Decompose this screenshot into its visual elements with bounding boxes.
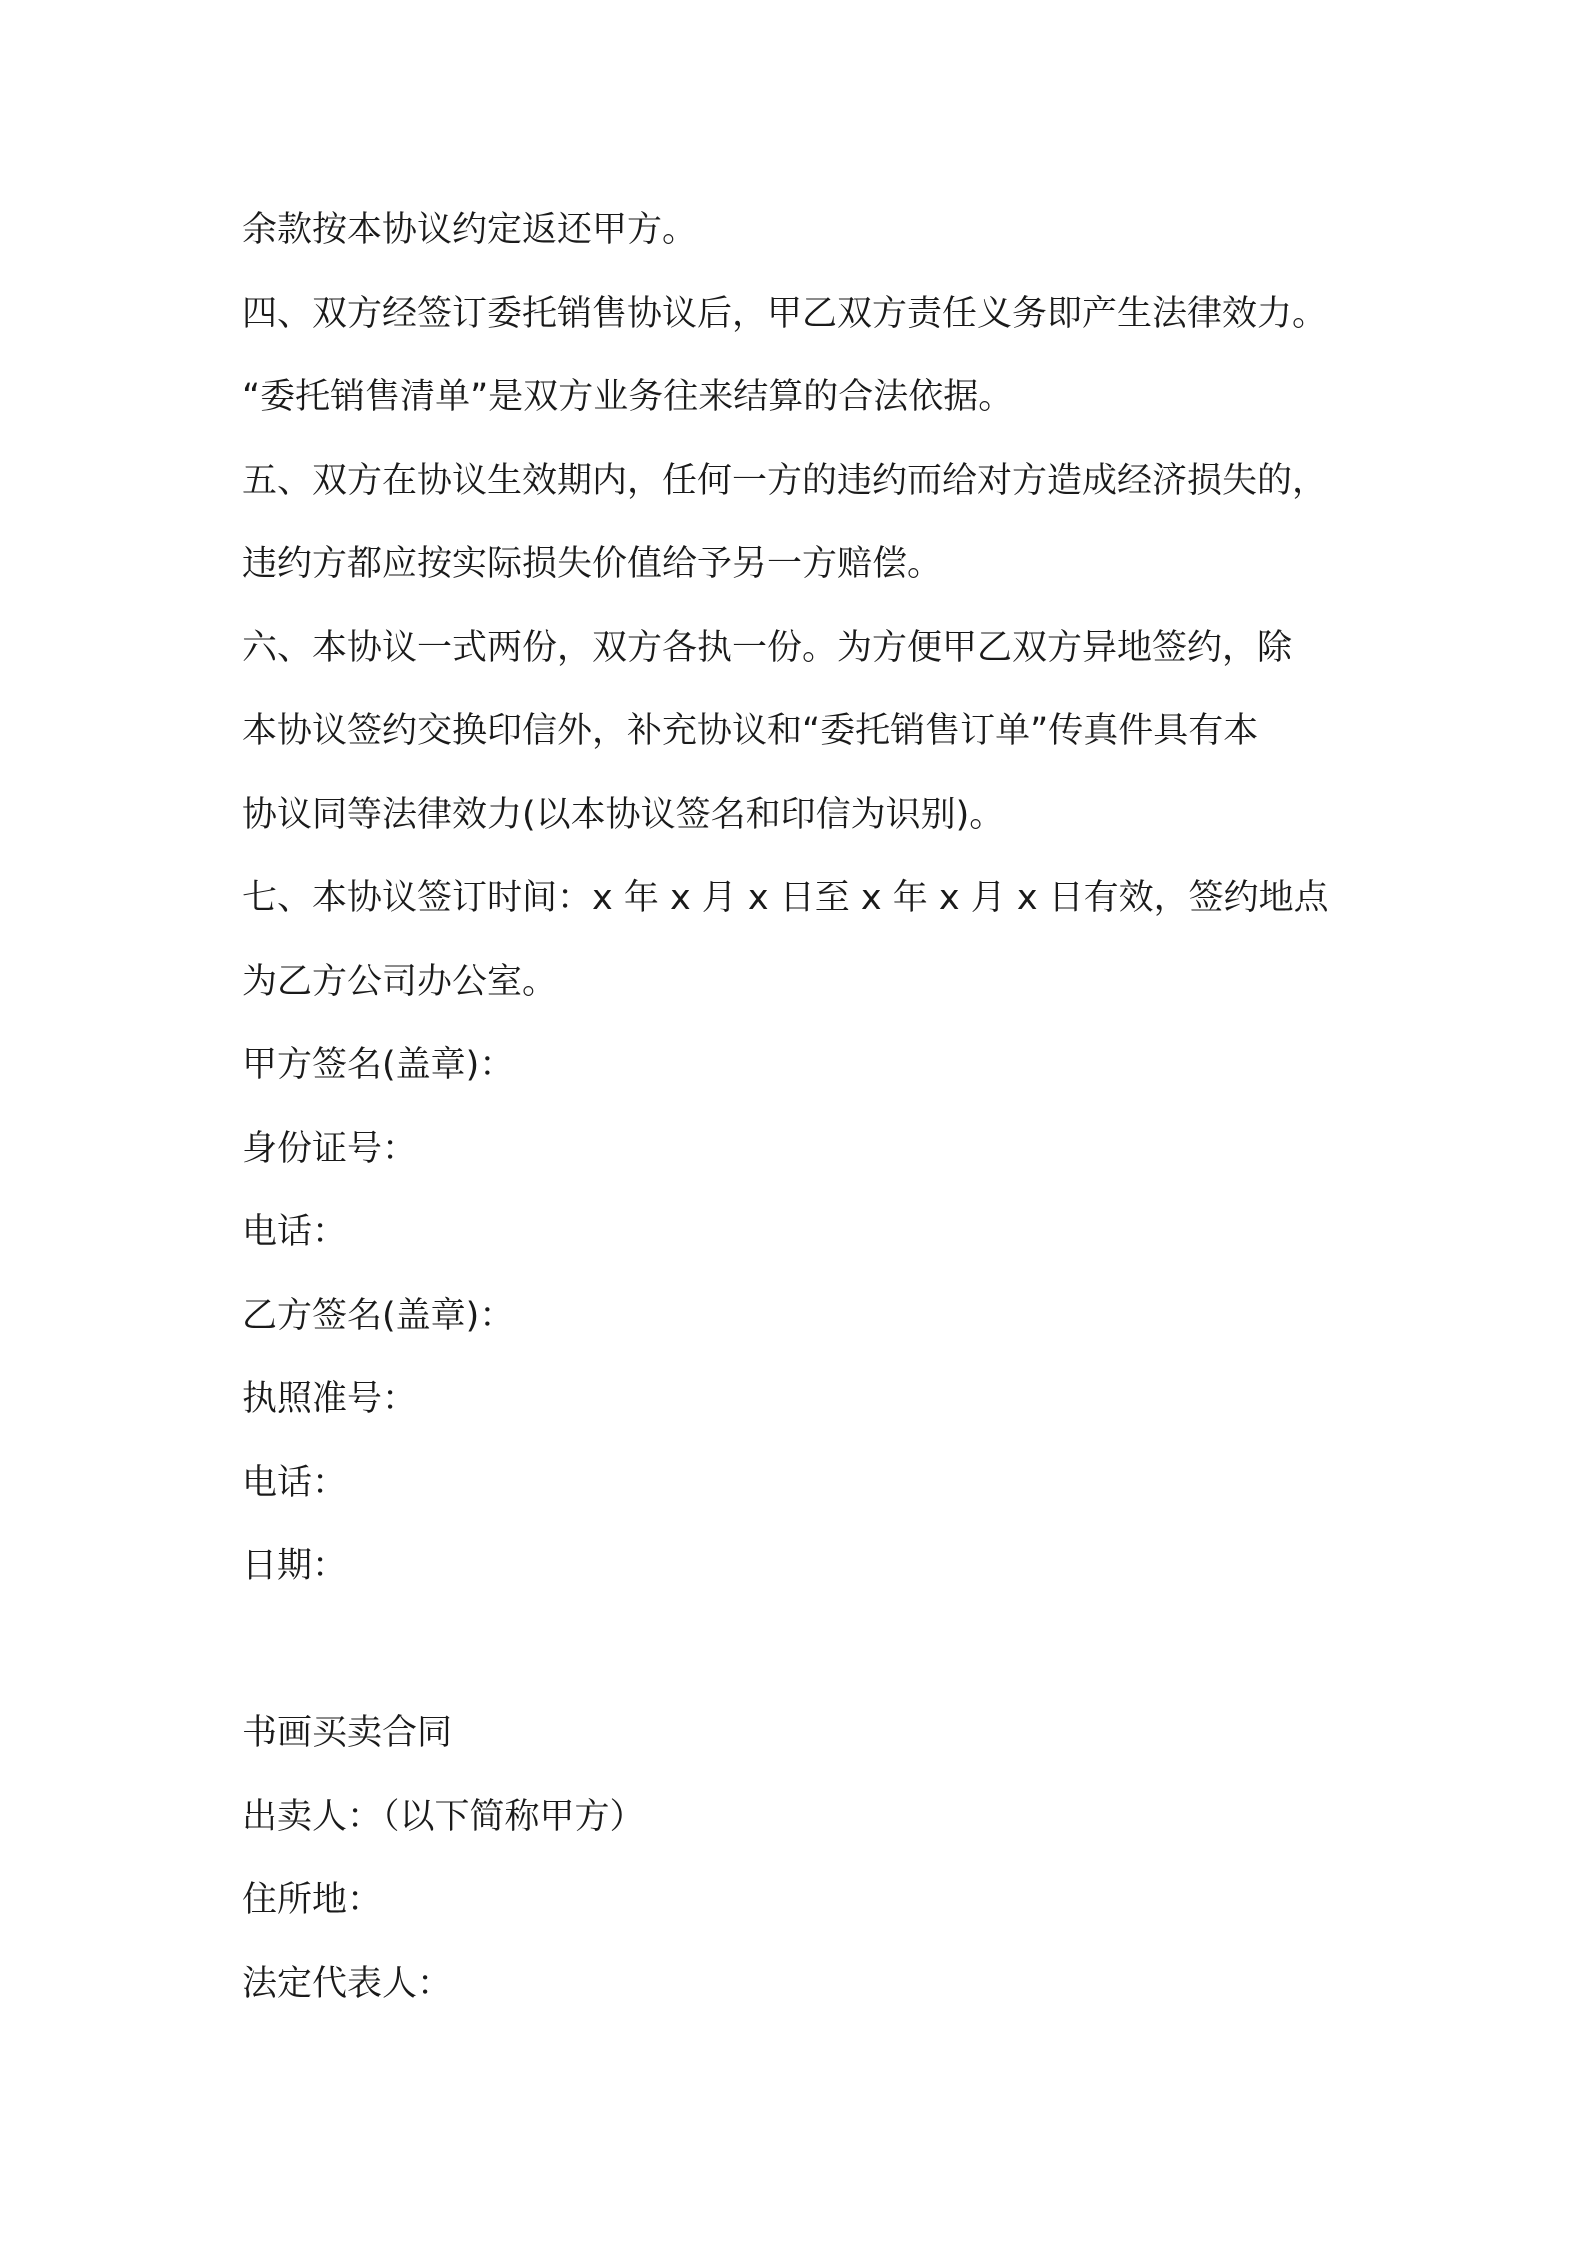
text-line-clause-six: 六、本协议一式两份，双方各执一份。为方便甲乙双方异地签约，除 — [242, 628, 1293, 668]
field-party-b-signature: 乙方签名(盖章)： — [242, 1296, 515, 1336]
text-line-legal-effect: 协议同等法律效力(以本协议签名和印信为识别)。 — [242, 795, 1005, 835]
text-line-clause-five: 五、双方在协议生效期内，任何一方的违约而给对方造成经济损失的， — [242, 461, 1328, 501]
field-party-b-phone: 电话： — [242, 1463, 348, 1503]
text-line-sales-list-basis: “委托销售清单”是双方业务往来结算的合法依据。 — [242, 377, 1014, 417]
text-line-clause-four: 四、双方经签订委托销售协议后，甲乙双方责任义务即产生法律效力。 — [242, 294, 1328, 334]
text-line-signing-location: 为乙方公司办公室。 — [242, 962, 558, 1002]
field-seller: 出卖人：（以下简称甲方） — [242, 1797, 645, 1837]
field-residence: 住所地： — [242, 1880, 383, 1920]
field-legal-representative: 法定代表人： — [242, 1964, 453, 2004]
text-line-remaining-payment: 余款按本协议约定返还甲方。 — [242, 210, 698, 250]
field-license-number: 执照准号： — [242, 1379, 418, 1419]
field-party-a-phone: 电话： — [242, 1212, 348, 1252]
text-line-clause-seven: 七、本协议签订时间：x 年 x 月 x 日至 x 年 x 月 x 日有效，签约地点 — [242, 878, 1329, 918]
field-party-a-signature: 甲方签名(盖章)： — [242, 1045, 515, 1085]
contract-title: 书画买卖合同 — [242, 1713, 453, 1753]
text-line-fax-validity: 本协议签约交换印信外，补充协议和“委托销售订单”传真件具有本 — [242, 711, 1259, 751]
field-id-number: 身份证号： — [242, 1129, 418, 1169]
field-date: 日期： — [242, 1546, 348, 1586]
text-line-compensation: 违约方都应按实际损失价值给予另一方赔偿。 — [242, 544, 943, 584]
